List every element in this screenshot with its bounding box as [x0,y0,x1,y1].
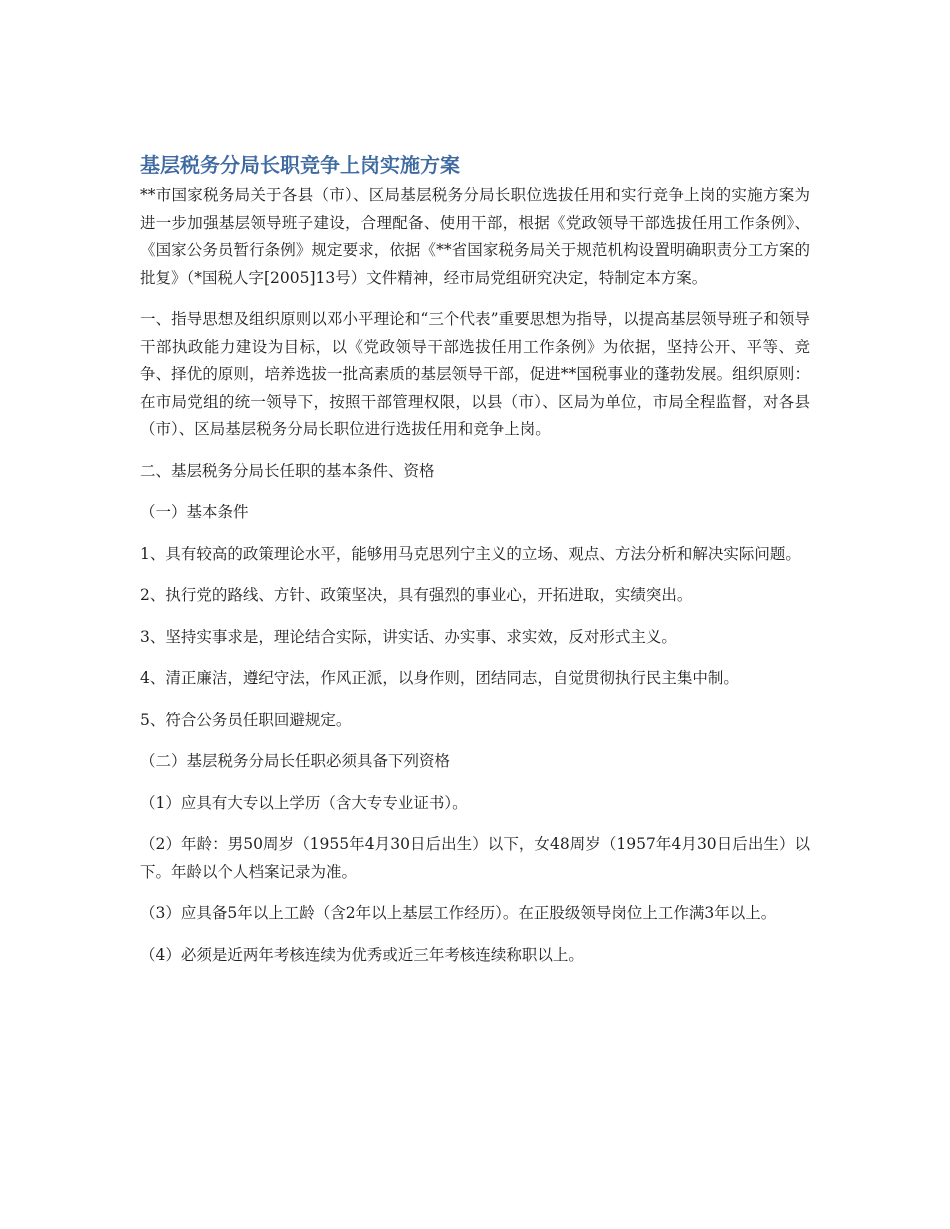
condition-item-1: 1、具有较高的政策理论水平，能够用马克思列宁主义的立场、观点、方法分析和解决实际问题。 [140,544,801,563]
subsection-heading-basic-conditions: （一）基本条件 [140,503,249,521]
subsection-heading-required-qualifications: （二）基层税务分局长任职必须具备下列资格 [140,752,451,770]
condition-item-5: 5、符合公务员任职回避规定。 [140,710,352,729]
condition-item-2: 2、执行党的路线、方针、政策坚决，具有强烈的事业心，开拓进取，实绩突出。 [140,586,693,604]
qualification-item-3: （3）应具备5年以上工龄（含2年以上基层工作经历）。在正股级领导岗位上工作满3年以上。 [140,904,777,922]
document-title: 基层税务分局长职竞争上岗实施方案 [140,153,460,177]
condition-item-4: 4、清正廉洁，遵纪守法，作风正派，以身作则，团结同志，自觉贯彻执行民主集中制。 [140,669,739,687]
paragraph-intro: **市国家税务局关于各县（市）、区局基层税务分局长职位选拔任用和实行竞争上岗的实施方案为进一步加强基层领导班子建设，合理配备、使用干部，根据《党政领导干部选拔任用工作条例》、《国家公务员暂行条例》规定要求，依据《**省国家税务局关于规范机构设置明确职责分工方案的批复》（*国税人字[2005]13号）文件精神，经市局党组研究决定，特制定本方案。 [140,186,810,287]
qualification-item-2: （2）年龄：男50周岁（1955年4月30日后出生）以下，女48周岁（1957年4月30日后出生）以下。年龄以个人档案记录为准。 [140,835,810,881]
paragraph-guiding-principles: 一、指导思想及组织原则以邓小平理论和“三个代表”重要思想为指导，以提高基层领导班子和领导干部执政能力建设为目标，以《党政领导干部选拔任用工作条例》为依据，坚持公开、平等、竞争、择优的原则，培养选拔一批高素质的基层领导干部，促进**国税事业的蓬勃发展。组织原则：在市局党组的统一领导下，按照干部管理权限，以县（市）、区局为单位，市局全程监督，对各县（市）、区局基层税务分局长职位进行选拔任用和竞争上岗。 [140,310,810,438]
condition-item-3: 3、坚持实事求是，理论结合实际，讲实话、办实事、求实效，反对形式主义。 [140,627,677,646]
section-heading-qualifications: 二、基层税务分局长任职的基本条件、资格 [140,461,435,480]
qualification-item-4: （4）必须是近两年考核连续为优秀或近三年考核连续称职以上。 [140,945,584,964]
document-body [140,150,810,983]
qualification-item-1: （1）应具有大专以上学历（含大专专业证书）。 [140,793,468,812]
